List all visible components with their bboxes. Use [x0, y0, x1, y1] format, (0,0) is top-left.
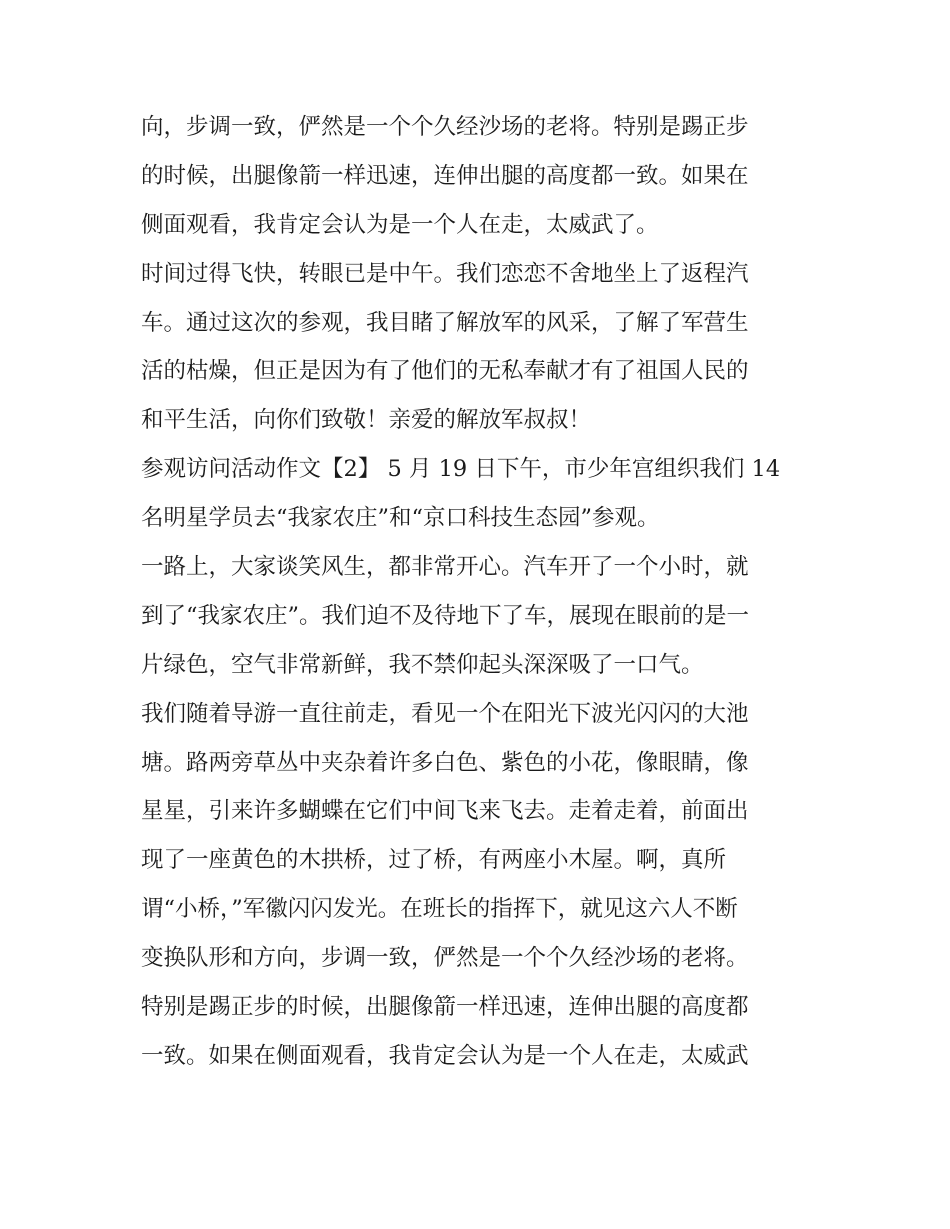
- text-line: 特别是踢正步的时候，出腿像箭一样迅速，连伸出腿的高度都: [141, 994, 749, 1021]
- text-line: 现了一座黄色的木拱桥，过了桥，有两座小木屋。啊，真所: [141, 847, 727, 874]
- text-line: 时间过得飞快，转眼已是中午。我们恋恋不舍地坐上了返程汽: [141, 260, 749, 287]
- text-line: 向，步调一致，俨然是一个个久经沙场的老将。特别是踢正步: [141, 114, 749, 140]
- text-line: 变换队形和方向，步调一致，俨然是一个个久经沙场的老将。: [141, 945, 749, 972]
- text-line: 一致。如果在侧面观看，我肯定会认为是一个人在走，太威武: [141, 1042, 749, 1069]
- text-line: 星星，引来许多蝴蝶在它们中间飞来飞去。走着走着，前面出: [141, 798, 749, 825]
- text-line: 塘。路两旁草丛中夹杂着许多白色、紫色的小花，像眼睛，像: [141, 749, 749, 776]
- text-line: 一路上，大家谈笑风生，都非常开心。汽车开了一个小时，就: [141, 554, 749, 581]
- text-line: 谓“小桥，”军徽闪闪发光。在班长的指挥下，就见这六人不断: [141, 896, 738, 923]
- text-line: 到了“我家农庄”。我们迫不及待地下了车，展现在眼前的是一: [141, 602, 750, 629]
- text-line: 片绿色，空气非常新鲜，我不禁仰起头深深吸了一口气。: [141, 651, 704, 678]
- text-line: 我们随着导游一直往前走，看见一个在阳光下波光闪闪的大池: [141, 700, 749, 727]
- text-line: 和平生活，向你们致敬！亲爱的解放军叔叔！: [141, 407, 592, 434]
- text-line: 名明星学员去“我家农庄”和“京口科技生态园”参观。: [141, 505, 660, 532]
- text-line: 车。通过这次的参观，我目睹了解放军的风采，了解了军营生: [141, 309, 749, 336]
- essay-text: [141, 103, 813, 1081]
- text-line: 参观访问活动作文【2】 5 月 19 日下午，市少年宫组织我们 14: [141, 456, 781, 483]
- text-line: 的时候，出腿像箭一样迅速，连伸出腿的高度都一致。如果在: [141, 162, 749, 189]
- text-line: 活的枯燥，但正是因为有了他们的无私奉献才有了祖国人民的: [141, 358, 749, 385]
- text-line: 侧面观看，我肯定会认为是一个人在走，太威武了。: [141, 211, 659, 238]
